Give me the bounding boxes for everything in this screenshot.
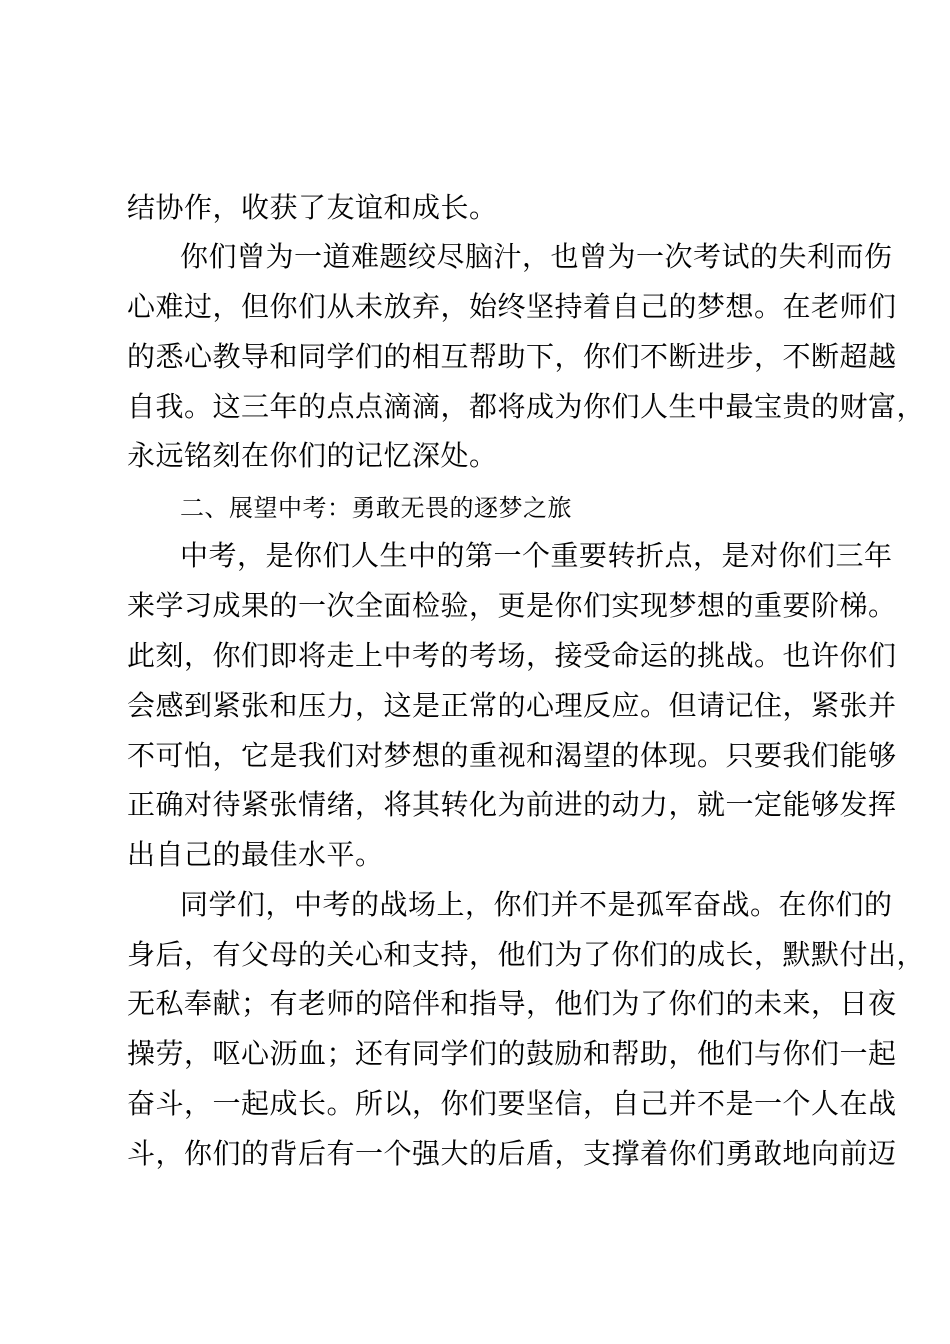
text-line-8: 中考，是你们人生中的第一个重要转折点，是对你们三年 <box>180 539 893 572</box>
text-line-17: 无私奉献；有老师的陪伴和指导，他们为了你们的未来，日夜 <box>127 987 897 1020</box>
text-line-6: 永远铭刻在你们的记忆深处。 <box>127 439 498 472</box>
text-line-12: 不可怕，它是我们对梦想的重视和渴望的体现。只要我们能够 <box>127 739 897 772</box>
text-line-1: 结协作，收获了友谊和成长。 <box>127 191 498 224</box>
text-line-3: 心难过，但你们从未放弃，始终坚持着自己的梦想。在老师们 <box>127 290 897 323</box>
text-line-5: 自我。这三年的点点滴滴，都将成为你们人生中最宝贵的财富， <box>127 390 926 423</box>
text-line-16: 身后，有父母的关心和支持，他们为了你们的成长，默默付出， <box>127 938 926 971</box>
text-line-10: 此刻，你们即将走上中考的考场，接受命运的挑战。也许你们 <box>127 639 897 672</box>
text-line-13: 正确对待紧张情绪，将其转化为前进的动力，就一定能够发挥 <box>127 788 897 821</box>
text-line-2: 你们曾为一道难题绞尽脑汁，也曾为一次考试的失利而伤 <box>180 240 893 273</box>
text-line-18: 操劳，呕心沥血；还有同学们的鼓励和帮助，他们与你们一起 <box>127 1037 897 1070</box>
section-heading: 二、展望中考：勇敢无畏的逐梦之旅 <box>180 494 572 522</box>
text-line-9: 来学习成果的一次全面检验，更是你们实现梦想的重要阶梯。 <box>127 589 897 622</box>
text-line-11: 会感到紧张和压力，这是正常的心理反应。但请记住，紧张并 <box>127 689 897 722</box>
text-line-20: 斗，你们的背后有一个强大的后盾，支撑着你们勇敢地向前迈 <box>127 1137 897 1170</box>
text-line-15: 同学们，中考的战场上，你们并不是孤军奋战。在你们的 <box>180 888 893 921</box>
text-line-14: 出自己的最佳水平。 <box>127 838 384 871</box>
text-line-19: 奋斗，一起成长。所以，你们要坚信，自己并不是一个人在战 <box>127 1087 897 1120</box>
text-line-4: 的悉心教导和同学们的相互帮助下，你们不断进步，不断超越 <box>127 340 897 373</box>
